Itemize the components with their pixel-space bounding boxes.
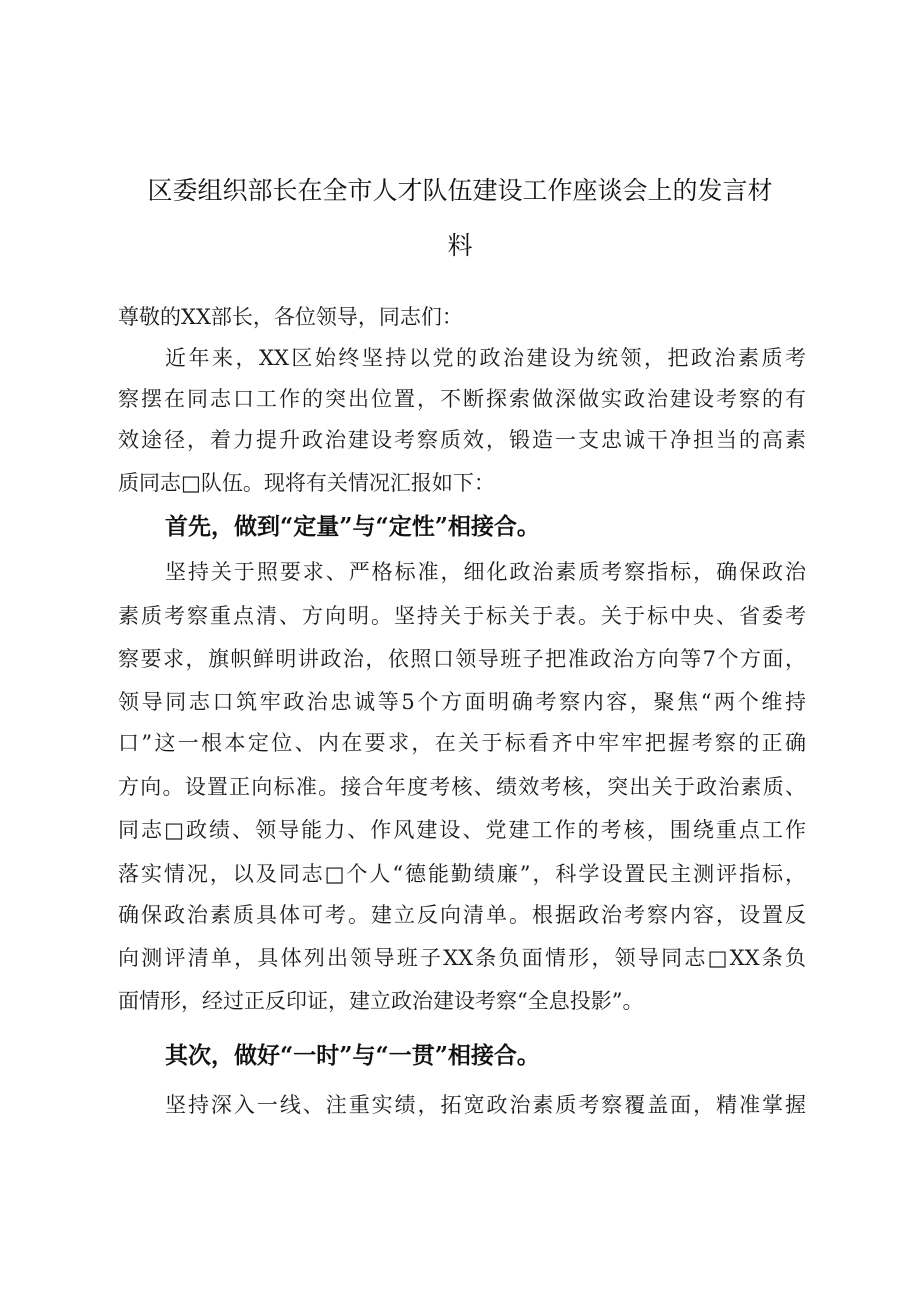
section-1-line-4: 领导同志口筑牢政治忠诚等5个方面明确考察内容，聚焦“两个维持 — [118, 690, 806, 714]
section-1-line-3: 察要求，旗帜鲜明讲政治，依照口领导班子把准政治方向等7个方面， — [118, 647, 806, 671]
section-1-line-7: 同志□政绩、领导能力、作风建设、党建工作的考核，围绕重点工作 — [118, 818, 806, 842]
section-1-line-1: 坚持关于照要求、严格标准，细化政治素质考察指标，确保政治 — [165, 560, 806, 584]
section-1-heading: 首先，做到“定量”与“定性”相接合。 — [165, 513, 540, 540]
section-1-line-5: 口”这一根本定位、内在要求，在关于标看齐中牢牢把握考察的正确 — [118, 731, 806, 755]
section-1-line-6: 方向。设置正向标准。接合年度考核、绩效考核，突出关于政治素质、 — [118, 775, 806, 799]
section-2-heading: 其次，做好“一时”与“一贯”相接合。 — [165, 1042, 540, 1069]
section-2-line-1: 坚持深入一线、注重实绩，拓宽政治素质考察覆盖面，精准掌握 — [165, 1093, 806, 1117]
document-title-line-1: 区委组织部长在全市人才队伍建设工作座谈会上的发言材 — [147, 176, 773, 205]
intro-line-1: 近年来，XX区始终坚持以党的政治建设为统领，把政治素质考 — [165, 346, 806, 370]
intro-line-4: 质同志□队伍。现将有关情况汇报如下： — [118, 471, 495, 495]
intro-line-3: 效途径，着力提升政治建设考察质效，锻造一支忠诚干净担当的高素 — [118, 428, 806, 452]
document-title-line-2: 料 — [447, 231, 473, 260]
intro-line-2: 察摆在同志口工作的突出位置，不断探索做深做实政治建设考察的有 — [118, 387, 806, 411]
section-1-line-10: 向测评清单，具体列出领导班子XX条负面情形，领导同志□XX条负 — [118, 946, 806, 970]
section-1-line-11: 面情形，经过正反印证，建立政治建设考察“全息投影”。 — [118, 989, 644, 1013]
section-1-line-2: 素质考察重点清、方向明。坚持关于标关于表。关于标中央、省委考 — [118, 604, 806, 628]
salutation: 尊敬的XX部长，各位领导，同志们： — [118, 305, 463, 329]
section-1-line-8: 落实情况，以及同志□个人“德能勤绩廉”，科学设置民主测评指标， — [118, 862, 806, 886]
section-1-line-9: 确保政治素质具体可考。建立反向清单。根据政治考察内容，设置反 — [118, 903, 806, 927]
